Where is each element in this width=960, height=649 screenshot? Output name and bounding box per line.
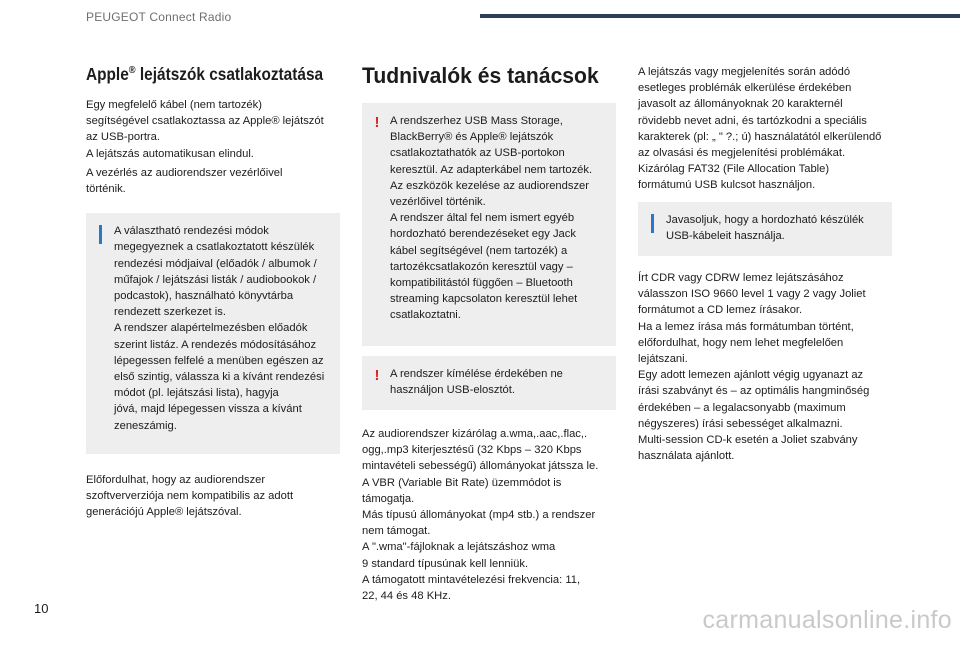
page-number: 10 xyxy=(34,601,49,616)
info-box-cables xyxy=(638,202,892,256)
info-box-sorting xyxy=(86,213,340,454)
warning-box-hub-text: A rendszer kímélése érdekében ne használjon USB-elosztót. xyxy=(390,367,563,396)
warning-box-usb-text: A rendszerhez USB Mass Storage, BlackBerry® és Apple® lejátszók csatlakoztathatók az USB-portokon keresztül. Az adapterkábel nem tartozék. Az eszközök kezelése az audiorendszer vezérlőivel történik. A rendszer által fel nem ismert egyéb hordozható berendezéseket egy Jack kábel segítségével (nem tartozék) a tartozékcsatlakozón keresztül vagy – kompatibilitástól függően – Bluetooth streaming kapcsolaton keresztül lehet csatlakoztatni. xyxy=(390,115,593,322)
apple-intro-text: Egy megfelelő kábel (nem tartozék) segítségével csatlakoztassa az Apple® lejátszót az USB-portra. A lejátszás automatikusan elindul. xyxy=(86,99,324,160)
section-title-tips: Tudnivalók és tanácsok xyxy=(362,63,599,88)
file-naming-text: A lejátszás vagy megjelenítés során adódó esetleges problémák elkerülése érdekében javasolt az állományoknak 20 karakternél rövidebb nevet adni, és tartózkodni a speciális karakterek (pl: „ " ?.; ú) használatától elkerülendő az olvasási és megjelenítési problémákat. Kizárólag FAT32 (File Allocation Table) formátumú USB kulcsot használjon. xyxy=(638,66,882,192)
header-accent-bar xyxy=(480,14,960,18)
formats-text: Az audiorendszer kizárólag a.wma,.aac,.flac,. ogg,.mp3 kiterjesztésű (32 Kbps – 320 Kbps mintavételi sebességű) állományokat játssza le. A VBR (Variable Bit Rate) üzemmódot is támogatja. Más típusú állományokat (mp4 stb.) a rendszer nem támogat. A ".wma"-fájloknak a lejátszáshoz wma 9 standard típusúnak kell lenniük. A támogatott mintavételezési frekvencia: 11, 22, 44 és 48 KHz. xyxy=(362,428,599,603)
watermark: carmanualsonline.info xyxy=(702,606,952,634)
column-files xyxy=(638,64,892,467)
column-apple xyxy=(86,64,340,523)
apple-control-text: A vezérlés az audiorendszer vezérlőivel történik. xyxy=(86,166,283,196)
warning-box-hub xyxy=(362,356,616,410)
header-title: PEUGEOT Connect Radio xyxy=(86,10,232,24)
column-tips xyxy=(362,64,616,607)
section-title-apple: Apple® lejátszók csatlakoztatása xyxy=(86,64,324,84)
exclamation-warning-icon: ! xyxy=(374,114,380,131)
cd-burning-text: Írt CDR vagy CDRW lemez lejátszásához válasszon ISO 9660 level 1 vagy 2 vagy Joliet formátumot a CD lemez írásakor. Ha a lemez írása más formátumban történt, előfordulhat, hogy nem lehet megfelelően lejátszani. Egy adott lemezen ajánlott végig ugyanazt az írási szabványt és – az optimális hangminőség érdekében – a legalacsonyabb (maximum négyszeres) írási sebességet alkalmazni. Multi-session CD-k esetén a Joliet szabvány használata ajánlott. xyxy=(638,272,870,463)
info-box-sorting-text: A választható rendezési módok megegyeznek a csatlakoztatott készülék rendezési módjaival (előadók / albumok / műfajok / lejátszási listák / audiobookok / podcastok), használható könyvtárba rendezett szerkezet is. A rendszer alapértelmezésben előadók szerint listáz. A rendezés módosításához lépegessen felfelé a menüben egészen az első szintig, válassza ki a kívánt rendezési módot (pl. lejátszási lista), hagyja jóvá, majd lépegessen vissza a kívánt zeneszámig. xyxy=(114,225,325,432)
apple-compat-text: Előfordulhat, hogy az audiorendszer szoftververziója nem kompatibilis az adott generációjú Apple® lejátszóval. xyxy=(86,473,294,519)
exclamation-warning-icon: ! xyxy=(374,366,380,384)
warning-box-usb xyxy=(362,103,616,346)
info-box-cables-text: Javasoljuk, hogy a hordozható készülék USB-kábeleit használja. xyxy=(666,213,864,242)
